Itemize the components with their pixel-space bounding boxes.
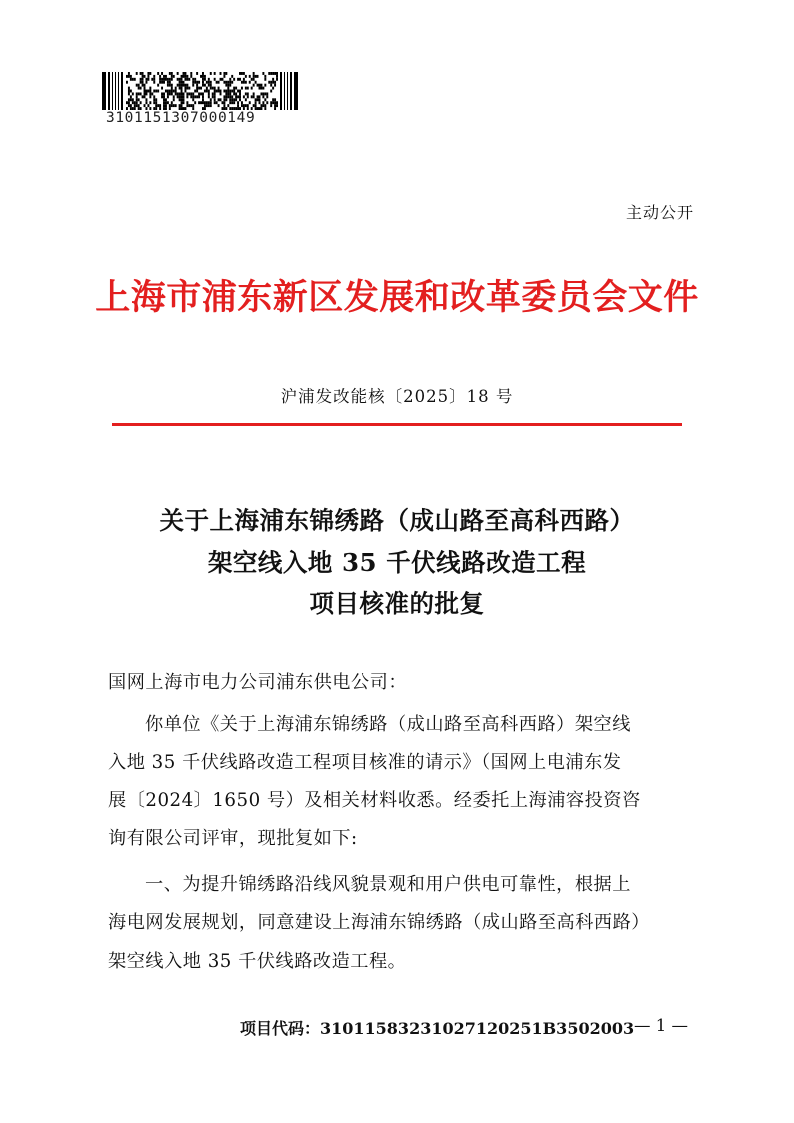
document-masthead: 上海市浦东新区发展和改革委员会文件 bbox=[95, 277, 699, 318]
body-paragraph-line: 你单位《关于上海浦东锦绣路（成山路至高科西路）架空线 bbox=[145, 714, 631, 735]
body-paragraph-line: 一、为提升锦绣路沿线风貌景观和用户供电可靠性，根据上 bbox=[145, 874, 631, 895]
page-number: — 1 — bbox=[634, 1016, 688, 1035]
body-paragraph-line: 展〔2024〕1650 号）及相关材料收悉。经委托上海浦容投资咨 bbox=[108, 790, 641, 811]
body-paragraph-line: 架空线入地 35 千伏线路改造工程。 bbox=[108, 951, 407, 972]
document-title-line-1: 关于上海浦东锦绣路（成山路至高科西路） bbox=[159, 506, 635, 535]
document-title-line-3: 项目核准的批复 bbox=[309, 589, 485, 618]
disclosure-label: 主动公开 bbox=[625, 203, 694, 222]
barcode-number: 3101151307000149 bbox=[106, 110, 256, 126]
body-paragraph-line: 海电网发展规划，同意建设上海浦东锦绣路（成山路至高科西路） bbox=[108, 912, 650, 933]
project-code: 项目代码：31011583231027120251B3502003 bbox=[240, 1019, 635, 1038]
body-paragraph-line: 询有限公司评审，现批复如下: bbox=[108, 828, 358, 849]
barcode-image bbox=[102, 72, 298, 110]
red-divider-rule bbox=[112, 423, 682, 426]
document-title-line-2: 架空线入地 35 千伏线路改造工程 bbox=[207, 548, 587, 577]
document-number: 沪浦发改能核〔2025〕18 号 bbox=[280, 387, 514, 406]
body-paragraph-line: 入地 35 千伏线路改造工程项目核准的请示》（国网上电浦东发 bbox=[108, 752, 622, 773]
addressee: 国网上海市电力公司浦东供电公司： bbox=[108, 672, 408, 693]
